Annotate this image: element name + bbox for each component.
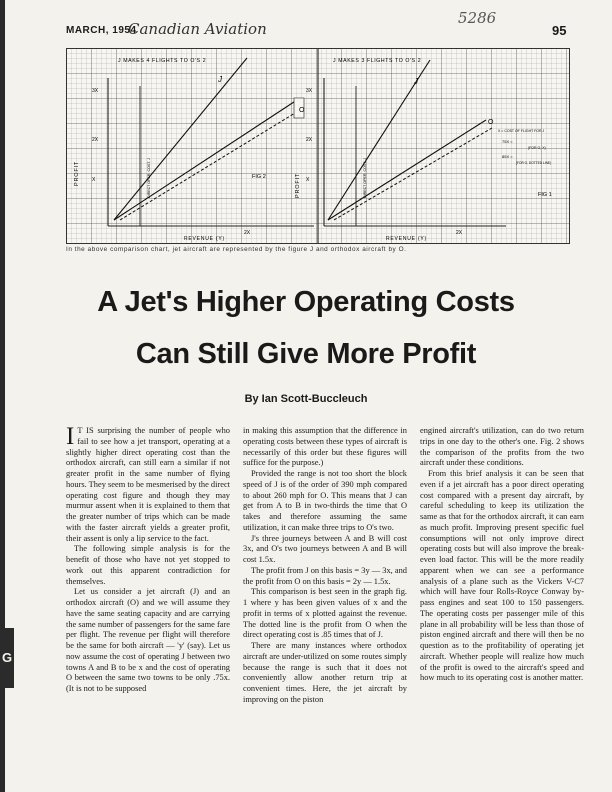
issue-date: MARCH, 1954 — [66, 25, 137, 36]
fig1-side-note-4: 85X = — [502, 154, 513, 159]
article-column-3 — [420, 426, 584, 684]
fig1-series-j-label: J — [414, 77, 418, 86]
fig1-ytick-x: X — [306, 177, 310, 183]
fig1-annotation: J MAKES 3 FLIGHTS TO O'S 2 — [333, 58, 422, 64]
fig2-vertical-line-label: DIRECT OPER. COST, J — [147, 158, 151, 198]
fig1-xtick-2x: 2X — [456, 230, 463, 236]
fig2-series-o-label: O — [299, 107, 305, 114]
article-paragraph: The profit from J on this basis = 3y — 3x, and the profit from O on this basis = 2y — 1.5x. — [243, 565, 407, 586]
margin-tab-letter: G — [2, 650, 13, 665]
page-number: 95 — [552, 23, 567, 38]
article-paragraph: There are many instances where orthodox aircraft are under-utilized on some routes simply because the range is such that it does not conveniently allow another return trip at convenient times. Here, the jet aircraft by improving on the piston — [243, 641, 407, 704]
headline-line-1: A Jet's Higher Operating Costs — [97, 286, 515, 318]
fig1-ytick-3x: 3X — [306, 88, 313, 94]
article-paragraph: The following simple analysis is for the benefit of those who have not yet stopped to work out this apparent contradiction for themselves. — [66, 544, 230, 586]
drop-cap: I — [66, 423, 75, 450]
article-paragraph: in making this assumption that the difference in operating costs between these types of aircraft is necessarily of this order but these figures will suffice for the purpose.) — [243, 426, 407, 468]
chart-caption: In the above comparison chart, jet aircraft are represented by the figure J and orthodox aircraft by O. — [66, 246, 407, 253]
fig2-annotation: J MAKES 4 FLIGHTS TO O'S 2 — [118, 58, 207, 64]
comparison-chart-svg — [66, 48, 570, 244]
fig1-side-note-1: X = COST OF FLIGHT FOR J — [498, 129, 545, 133]
article-column-1 — [66, 423, 230, 695]
fig2-xtick-2x: 2X — [244, 230, 251, 236]
article-column-2 — [243, 426, 407, 706]
byline: By Ian Scott-Buccleuch — [244, 393, 368, 405]
fig1-side-note-2: 75X = — [502, 139, 513, 144]
article-paragraph: Let us consider a jet aircraft (J) and an orthodox aircraft (O) and we will assume they have the same seating capacity and are carrying the same number of passengers for the same fare per flight. The revenue per flight will therefore be the same for both aircraft — 'y' (say). Let us now assume the cost of operating J between two towns A and B to be x and the cost of operating O between the same two towns to be only .75x. (It is not to be supposed — [66, 587, 230, 693]
fig1-y-axis-label: PROFIT — [295, 173, 301, 198]
article-paragraph: From this brief analysis it can be seen that even if a jet aircraft has a poor direct operating cost compared with a present day aircraft, by careful scheduling to keep its utilization the same as that for the orthodox aircraft, it can earn as much profit. Improving present specific fuel consumptions will not only improve direct operating costs but will also improve the break-even load factor. This will be the more readily apparent when we can see a performance analysis of a plane such as the Vickers V-C7 which will have four Rolls-Royce Conway by-pass engines and seat 100 to 150 passengers. The operating costs per passenger mile of this plane in all probability will be less than those of piston engined aircraft and there will then be no question as to the profitability of operating jet aircraft. Whether people will realize how much of the profit is owed to the aircraft's speed and how much to its operating cost is another matter. — [420, 469, 584, 683]
article-paragraph: J's three journeys between A and B will cost 3x, and O's two journeys between A and B will cost 1.5x. — [243, 533, 407, 564]
paragraph-text: T IS surprising the number of people who fail to see how a jet transport, operating at a slightly higher direct operating cost than the orthodox aircraft, can still earn a similar if not greater profit in the same number of flying hours. They seem to be mesmerised by the direct operating cost figure and though they may murmur assent when it is explained to them that the greater number of trips which can be made with the faster aircraft yields a greater profit, their assent is only a lip service to the fact. — [66, 426, 230, 543]
fig1-series-o-label: O — [488, 119, 494, 126]
fig2-y-axis-label: PROFIT — [74, 161, 80, 186]
fig2-ytick-x: X — [92, 177, 96, 183]
fig1-figure-label: FIG 1 — [538, 192, 552, 198]
fig2-series-j-label: J — [218, 75, 222, 84]
fig1-x-axis-label: REVENUE (Y) — [386, 236, 428, 242]
fig1-vertical-line-label: DIRECT OPER. COST, J — [363, 158, 367, 198]
fig2-x-axis-label: REVENUE (Y) — [184, 236, 226, 242]
fig2-ytick-2x: 2X — [92, 137, 99, 143]
headline-line-2: Can Still Give More Profit — [135, 338, 477, 370]
handwritten-note: 5286 — [458, 9, 497, 27]
fig2-figure-label: FIG 2 — [252, 174, 266, 180]
fig1-side-note-3: (FOR O, X) — [528, 146, 546, 150]
article-paragraph: Provided the range is not too short the block speed of J is of the order of 390 mph compared to about 260 mph for O. This means that J can get from A to B in two-thirds the time that O takes and therefore assuming the same utilization, it can make three trips to O's two. — [243, 469, 407, 532]
article-paragraph: engined aircraft's utilization, can do two return trips in one day to the other's one. Fig. 2 shows the comparison of the profits from the two aircraft under these conditions. — [420, 426, 584, 468]
fig2-ytick-3x: 3X — [92, 88, 99, 94]
article-paragraph: This comparison is best seen in the graph fig. 1 where y has been given values of x and the profit in terms of x plotted against the revenue. The dotted line is the profit from O when the direct operating cost is .85 times that of J. — [243, 587, 407, 640]
fig1-side-note-5: (FOR O, DOTTED LINE) — [516, 161, 552, 165]
publication-name: Canadian Aviation — [128, 20, 267, 38]
comparison-chart — [66, 48, 570, 244]
fig1-ytick-2x: 2X — [306, 137, 313, 143]
article-paragraph — [66, 423, 230, 544]
